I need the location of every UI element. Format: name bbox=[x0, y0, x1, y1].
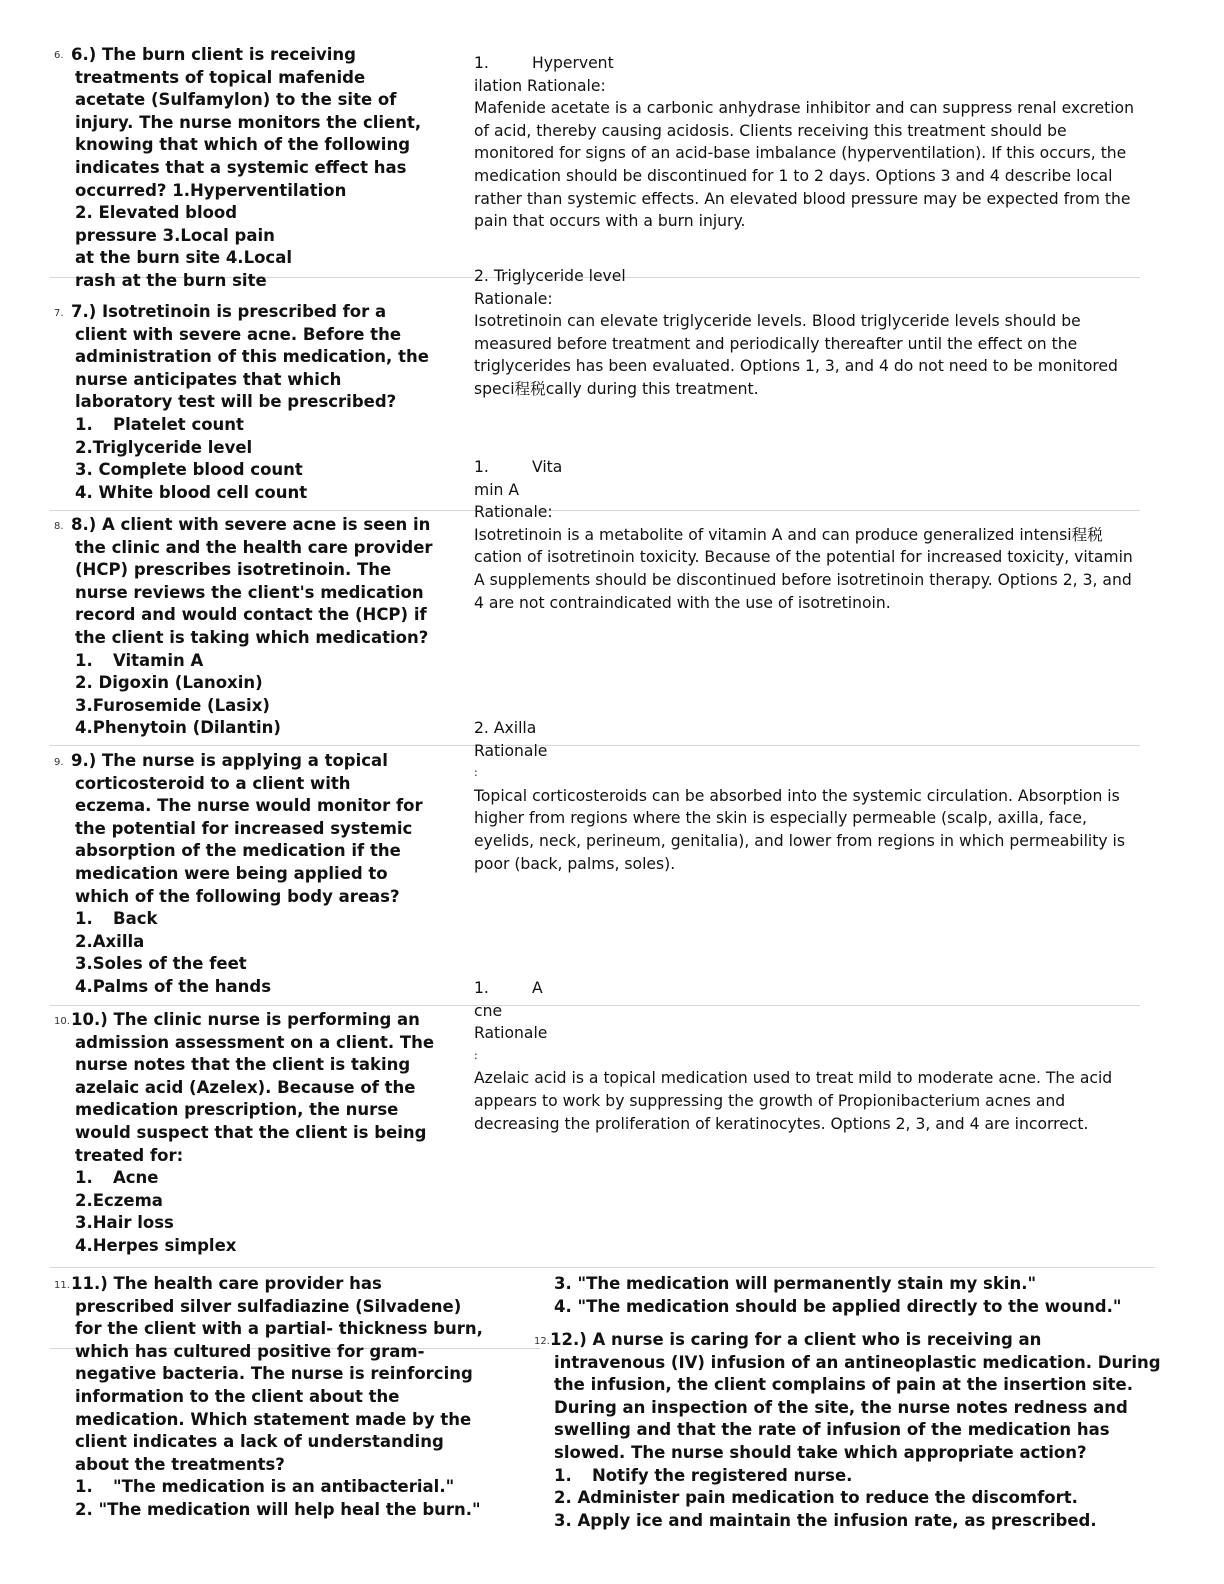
question-7 bbox=[71, 301, 465, 504]
question-line: the clinic and the health care provider bbox=[75, 537, 433, 557]
question-line: treated for: bbox=[75, 1145, 184, 1165]
answer-heading: : bbox=[474, 1048, 478, 1062]
question-line: eczema. The nurse would monitor for bbox=[75, 796, 423, 816]
question-line: would suspect that the client is being bbox=[75, 1122, 427, 1142]
question-line: pressure 3.Local pain bbox=[75, 225, 275, 245]
question-11 bbox=[71, 1273, 515, 1522]
answer-heading: Rationale: bbox=[474, 503, 553, 522]
question-line: 10.) The clinic nurse is performing an bbox=[71, 1010, 420, 1029]
rationale-7 bbox=[474, 265, 1139, 401]
question-line: slowed. The nurse should take which appropriate action? bbox=[554, 1442, 1087, 1462]
question-number: 12. bbox=[534, 1336, 550, 1347]
question-line: client with severe acne. Before the bbox=[75, 324, 402, 344]
question-10 bbox=[71, 1009, 465, 1258]
question-6 bbox=[71, 44, 465, 293]
question-line: prescribed silver sulfadiazine (Silvadene) bbox=[75, 1296, 462, 1316]
answer-heading: 1. Hypervent bbox=[474, 54, 614, 72]
answer-option: 1. Acne bbox=[75, 1168, 159, 1188]
rationale-text: Isotretinoin can elevate triglyceride levels. Blood triglyceride levels should be measured before treatment and periodically thereafter until the effect on the triglycerides has been evaluated. Options 1, 3, and 4 do not need to be monitored speci程税cally during this treatment. bbox=[474, 312, 1118, 398]
question-line: knowing that which of the following bbox=[75, 135, 411, 155]
question-line: laboratory test will be prescribed? bbox=[75, 392, 397, 412]
rationale-8 bbox=[474, 456, 1139, 614]
question-number: 11. bbox=[54, 1280, 70, 1291]
answer-option: 1. Back bbox=[75, 909, 158, 929]
answer-option: 3.Furosemide (Lasix) bbox=[75, 695, 270, 715]
question-line: 6.) The burn client is receiving bbox=[71, 45, 356, 64]
question-12 bbox=[550, 1329, 1194, 1532]
question-line: nurse reviews the client's medication bbox=[75, 582, 424, 602]
answer-option: 1. Platelet count bbox=[75, 414, 244, 434]
answer-option: 3.Soles of the feet bbox=[75, 954, 247, 974]
question-line: (HCP) prescribes isotretinoin. The bbox=[75, 560, 392, 580]
answer-option: 4. "The medication should be applied directly to the wound." bbox=[554, 1296, 1122, 1316]
question-line: rash at the burn site bbox=[75, 270, 267, 290]
question-line: administration of this medication, the bbox=[75, 347, 429, 367]
rationale-text: Topical corticosteroids can be absorbed into the systemic circulation. Absorption is higher from regions where the skin is especially permeable (scalp, axilla, face, eyelids, neck, perineum, genitalia), and lower from regions in which permeability is poor (back, palms, soles). bbox=[474, 786, 1126, 873]
answer-option: 1. Vitamin A bbox=[75, 650, 204, 670]
answer-option: 4. White blood cell count bbox=[75, 482, 308, 502]
answer-heading: Rationale: bbox=[474, 289, 553, 308]
rationale-9 bbox=[474, 717, 1139, 875]
question-line: azelaic acid (Azelex). Because of the bbox=[75, 1077, 416, 1097]
question-number: 9. bbox=[54, 757, 64, 768]
question-line: 12.) A nurse is caring for a client who is receiving an bbox=[550, 1330, 1042, 1349]
question-line: medication. Which statement made by the bbox=[75, 1409, 472, 1429]
question-line: nurse notes that the client is taking bbox=[75, 1055, 411, 1075]
answer-option: 2. Digoxin (Lanoxin) bbox=[75, 673, 263, 693]
rationale-6 bbox=[474, 52, 1139, 233]
question-line: occurred? 1.Hyperventilation bbox=[75, 180, 347, 200]
question-line: injury. The nurse monitors the client, bbox=[75, 112, 422, 132]
answer-heading: 2. Axilla bbox=[474, 719, 537, 737]
answer-option: 4.Herpes simplex bbox=[75, 1235, 237, 1255]
answer-option: 3. Apply ice and maintain the infusion rate, as prescribed. bbox=[554, 1510, 1097, 1530]
answer-heading: min A bbox=[474, 480, 520, 499]
question-line: the potential for increased systemic bbox=[75, 818, 413, 838]
question-line: intravenous (IV) infusion of an antineoplastic medication. During bbox=[554, 1352, 1161, 1372]
answer-option: 2.Axilla bbox=[75, 931, 145, 951]
question-line: During an inspection of the site, the nurse notes redness and bbox=[554, 1397, 1128, 1417]
question-line: 8.) A client with severe acne is seen in bbox=[71, 515, 431, 534]
question-line: swelling and that the rate of infusion of the medication has bbox=[554, 1420, 1110, 1440]
question-line: about the treatments? bbox=[75, 1454, 285, 1474]
question-line: nurse anticipates that which bbox=[75, 369, 342, 389]
question-line: 2. Elevated blood bbox=[75, 203, 238, 223]
question-line: medication prescription, the nurse bbox=[75, 1100, 399, 1120]
answer-option: 3.Hair loss bbox=[75, 1213, 174, 1233]
answer-option: 4.Phenytoin (Dilantin) bbox=[75, 718, 281, 738]
question-number: 6. bbox=[54, 50, 64, 61]
question-line: the infusion, the client complains of pain at the insertion site. bbox=[554, 1375, 1134, 1395]
answer-heading: : bbox=[474, 766, 478, 780]
answer-option: 2. Administer pain medication to reduce the discomfort. bbox=[554, 1488, 1078, 1508]
question-line: which has cultured positive for gram- bbox=[75, 1341, 425, 1361]
answer-heading: cne bbox=[474, 1001, 503, 1020]
rationale-10 bbox=[474, 977, 1139, 1135]
question-line: admission assessment on a client. The bbox=[75, 1032, 435, 1052]
question-number: 8. bbox=[54, 521, 64, 532]
question-line: 7.) Isotretinoin is prescribed for a bbox=[71, 302, 387, 321]
question-line: information to the client about the bbox=[75, 1386, 400, 1406]
rationale-text: Mafenide acetate is a carbonic anhydrase inhibitor and can suppress renal excretion of acid, thereby causing acidosis. Clients receiving this treatment should be monitored for signs of an acid-base imbalance (hyperventilation). If this occurs, the medication should be discontinued for 1 to 2 days. Options 3 and 4 describe local rather than systemic effects. An elevated blood pressure may be expected from the pain that occurs with a burn injury. bbox=[474, 99, 1134, 231]
question-number: 10. bbox=[54, 1016, 70, 1027]
question-line: the client is taking which medication? bbox=[75, 627, 429, 647]
answer-heading: Rationale bbox=[474, 1024, 548, 1043]
question-8 bbox=[71, 514, 465, 740]
answer-option: 2.Eczema bbox=[75, 1190, 163, 1210]
answer-option: 2.Triglyceride level bbox=[75, 437, 253, 457]
answer-option: 1. "The medication is an antibacterial." bbox=[75, 1477, 455, 1497]
answer-option: 3. Complete blood count bbox=[75, 460, 303, 480]
question-line: treatments of topical mafenide bbox=[75, 67, 366, 87]
answer-heading: Rationale bbox=[474, 741, 548, 760]
question-line: 11.) The health care provider has bbox=[71, 1274, 382, 1293]
question-line: absorption of the medication if the bbox=[75, 841, 401, 861]
question-line: for the client with a partial- thickness burn, bbox=[75, 1319, 483, 1339]
rationale-text: Azelaic acid is a topical medication used to treat mild to moderate acne. The acid appears to work by suppressing the growth of Propionibacterium acnes and decreasing the proliferation of keratinocytes. Options 2, 3, and 4 are incorrect. bbox=[474, 1069, 1113, 1133]
question-line: record and would contact the (HCP) if bbox=[75, 605, 427, 625]
question-line: corticosteroid to a client with bbox=[75, 773, 351, 793]
question-line: negative bacteria. The nurse is reinforcing bbox=[75, 1364, 473, 1384]
question-11-continued bbox=[554, 1273, 1194, 1318]
question-line: acetate (Sulfamylon) to the site of bbox=[75, 90, 397, 110]
answer-heading: ilation Rationale: bbox=[474, 76, 606, 95]
question-line: 9.) The nurse is applying a topical bbox=[71, 751, 388, 770]
rationale-text: Isotretinoin is a metabolite of vitamin A and can produce generalized intensi程税cation of isotretinoin toxicity. Because of the potential for increased toxicity, vitamin A supplements should be discontinued before isotretinoin therapy. Options 2, 3, and 4 are not contraindicated with the use of isotretinoin. bbox=[474, 525, 1133, 612]
question-line: at the burn site 4.Local bbox=[75, 248, 292, 268]
question-9 bbox=[71, 750, 465, 999]
answer-option: 3. "The medication will permanently stain my skin." bbox=[554, 1274, 1037, 1293]
answer-option: 1. Notify the registered nurse. bbox=[554, 1465, 853, 1485]
answer-heading: 2. Triglyceride level bbox=[474, 267, 626, 285]
question-line: indicates that a systemic effect has bbox=[75, 157, 407, 177]
question-number: 7. bbox=[54, 308, 64, 319]
question-line: client indicates a lack of understanding bbox=[75, 1432, 444, 1452]
answer-heading: 1. Vita bbox=[474, 458, 563, 476]
answer-option: 2. "The medication will help heal the burn." bbox=[75, 1499, 481, 1519]
answer-heading: 1. A bbox=[474, 979, 543, 997]
answer-option: 4.Palms of the hands bbox=[75, 976, 272, 996]
row-divider bbox=[50, 1267, 1155, 1268]
question-line: which of the following body areas? bbox=[75, 886, 400, 906]
question-line: medication were being applied to bbox=[75, 863, 388, 883]
